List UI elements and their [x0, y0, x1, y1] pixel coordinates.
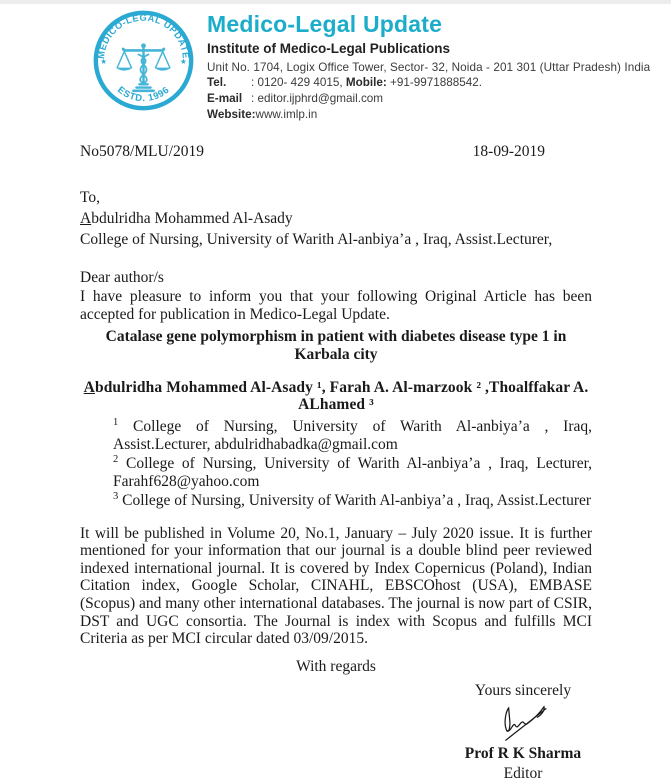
- mobile-value: +91-9971888542.: [390, 75, 483, 89]
- affiliations-block: [113, 418, 592, 511]
- with-regards: With regards: [296, 657, 376, 675]
- authors-line-initial: A: [83, 378, 95, 396]
- journal-title: Medico-Legal Update: [207, 11, 443, 37]
- website-value: www.imlp.in: [255, 107, 318, 121]
- yours-sincerely: Yours sincerely: [474, 681, 572, 699]
- affiliation-3-text: College of Nursing, University of Warith Al-anbiya’a , Iraq, Assist.Lecturer: [122, 492, 592, 510]
- affiliation-1-sup: 1: [113, 416, 119, 428]
- letterhead-text: [207, 10, 650, 122]
- reference-row: [80, 143, 592, 161]
- affiliation-1: [113, 418, 592, 455]
- salutation: Dear author/s: [80, 269, 164, 287]
- letter-date: 18-09-2019: [472, 143, 545, 161]
- top-edge-strip: [0, 0, 671, 4]
- letterhead: [93, 10, 671, 122]
- publication-details-paragraph: It will be published in Volume 20, No.1, January – July 2020 issue. It is further mentioned for your information that our journal is a double blind peer reviewed indexed international journal. It is covered by Index Copernicus (Poland), Indian Citation index, Google Scholar, CINAHL, EBSCOhost (USA), EMBASE (Scopus) and many other international databases. The journal is now part of CSIR, DST and UGC consortia. The Journal is index with Scopus and fulfills MCI Criteria as per MCI circular dated 03/09/2015.: [80, 524, 592, 648]
- affiliation-3-sup: 3: [113, 490, 119, 502]
- website-label: Website:: [207, 107, 256, 121]
- affiliation-2: [113, 455, 592, 492]
- recipient-block: [80, 187, 592, 250]
- journal-logo-svg: [93, 10, 194, 111]
- affiliation-1-text: College of Nursing, University of Warith Al-anbiya’a , Iraq, Assist.Lecturer, abdulridhabadka@gmail.com: [113, 417, 593, 454]
- email-label: E-mail: [207, 91, 243, 105]
- logo-ring-text-bottom: ESTD. 1996: [115, 84, 172, 105]
- to-label: To,: [80, 189, 101, 207]
- authors-line-rest: bdulridha Mohammed Al-Asady ¹, Farah A. Al-marzook ² ,Thoalffakar A. ALhamed ³: [94, 378, 589, 414]
- publisher-name: Institute of Medico-Legal Publications: [207, 41, 451, 57]
- publisher-address: Unit No. 1704, Logix Office Tower, Sector- 32, Noida - 201 301 (Uttar Pradesh) India: [207, 61, 651, 75]
- email-value: : editor.ijphrd@gmail.com: [251, 91, 384, 105]
- affiliation-3: [113, 492, 592, 511]
- mobile-label: Mobile:: [345, 75, 387, 89]
- phone-line: [207, 76, 650, 91]
- letter-body: [0, 143, 671, 783]
- affiliation-2-sup: 2: [113, 453, 119, 465]
- signatory-title: Editor: [503, 764, 543, 782]
- signatory-name: Prof R K Sharma: [464, 744, 582, 762]
- affiliation-2-text: College of Nursing, University of Warith Al-anbiya’a , Iraq, Lecturer, Farahf628@yahoo.com: [113, 454, 592, 491]
- recipient-name-rest: bdulridha Mohammed Al-Asady: [91, 210, 293, 228]
- journal-logo: [93, 10, 194, 111]
- reference-number: No5078/MLU/2019: [80, 143, 204, 161]
- tel-value: : 0120- 429 4015,: [251, 75, 343, 89]
- logo-ring-text-top: MEDICO-LEGAL UPDATE: [95, 12, 191, 60]
- tel-label: Tel.: [207, 75, 227, 89]
- recipient-name-initial: A: [80, 210, 92, 228]
- recipient-name: [80, 208, 592, 229]
- signature-block: [454, 682, 592, 783]
- email-line: [207, 92, 650, 107]
- acceptance-paragraph: I have pleasure to inform you that your following Original Article has been accepted for publication in Medico-Legal Update.: [80, 288, 592, 323]
- logo-star-left-icon: ★: [100, 57, 107, 67]
- editor-signature-icon: [492, 702, 554, 744]
- website-line: [207, 108, 650, 123]
- logo-star-right-icon: ★: [180, 57, 187, 67]
- article-title: Catalase gene polymorphism in patient with diabetes disease type 1 in Karbala city: [105, 328, 567, 363]
- authors-line: [80, 379, 592, 414]
- recipient-affiliation: College of Nursing, University of Warith Al-anbiya’a , Iraq, Assist.Lecturer,: [80, 231, 553, 249]
